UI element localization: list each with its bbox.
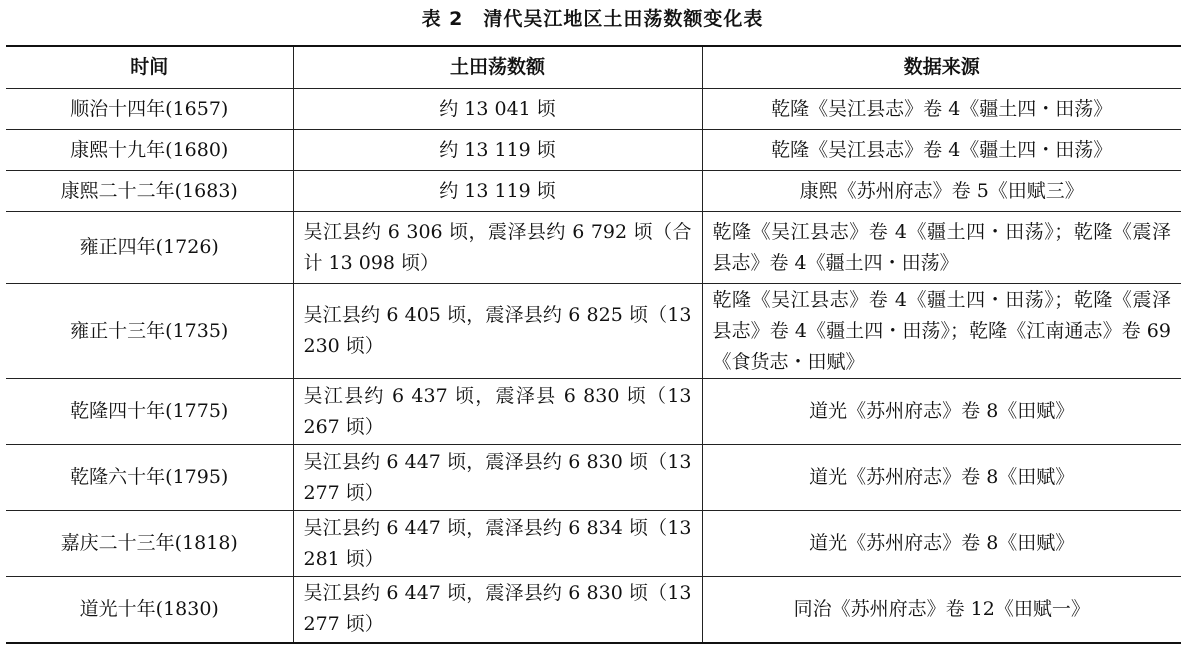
column-header-amount: 土田荡数额 <box>293 46 702 89</box>
time-cell: 嘉庆二十三年(1818) <box>6 511 293 577</box>
data-table <box>6 45 1181 644</box>
table-row <box>6 212 1181 284</box>
source-cell: 乾隆《吴江县志》卷 4《疆土四・田荡》 <box>702 130 1181 171</box>
time-cell: 乾隆四十年(1775) <box>6 379 293 445</box>
time-cell: 道光十年(1830) <box>6 577 293 643</box>
amount-cell: 吴江县约 6 306 顷，震泽县约 6 792 顷（合计 13 098 顷） <box>293 212 702 284</box>
table-row <box>6 511 1181 577</box>
table-row <box>6 577 1181 643</box>
table-row <box>6 130 1181 171</box>
column-header-source: 数据来源 <box>702 46 1181 89</box>
header-row <box>6 46 1181 89</box>
source-cell: 道光《苏州府志》卷 8《田赋》 <box>702 445 1181 511</box>
amount-cell: 约 13 119 顷 <box>293 130 702 171</box>
amount-cell: 吴江县约 6 447 顷，震泽县约 6 834 顷（13 281 顷） <box>293 511 702 577</box>
source-cell: 乾隆《吴江县志》卷 4《疆土四・田荡》；乾隆《震泽县志》卷 4《疆土四・田荡》 <box>702 212 1181 284</box>
source-cell: 乾隆《吴江县志》卷 4《疆土四・田荡》；乾隆《震泽县志》卷 4《疆土四・田荡》；乾隆《江南通志》卷 69《食货志・田赋》 <box>702 284 1181 379</box>
amount-cell: 约 13 041 顷 <box>293 89 702 130</box>
time-cell: 康熙二十二年(1683) <box>6 171 293 212</box>
source-cell: 乾隆《吴江县志》卷 4《疆土四・田荡》 <box>702 89 1181 130</box>
source-cell: 道光《苏州府志》卷 8《田赋》 <box>702 511 1181 577</box>
source-cell: 康熙《苏州府志》卷 5《田赋三》 <box>702 171 1181 212</box>
amount-cell: 约 13 119 顷 <box>293 171 702 212</box>
amount-cell: 吴江县约 6 447 顷，震泽县约 6 830 顷（13 277 顷） <box>293 445 702 511</box>
table-number: 表 2 <box>421 8 464 30</box>
table-caption <box>0 4 1185 34</box>
table-title: 清代吴江地区土田荡数额变化表 <box>483 8 764 30</box>
source-cell: 同治《苏州府志》卷 12《田赋一》 <box>702 577 1181 643</box>
column-header-time: 时间 <box>6 46 293 89</box>
table-row <box>6 171 1181 212</box>
amount-cell: 吴江县约 6 447 顷，震泽县约 6 830 顷（13 277 顷） <box>293 577 702 643</box>
table-row <box>6 284 1181 379</box>
table-row <box>6 445 1181 511</box>
time-cell: 乾隆六十年(1795) <box>6 445 293 511</box>
table-row <box>6 89 1181 130</box>
time-cell: 顺治十四年(1657) <box>6 89 293 130</box>
amount-cell: 吴江县约 6 405 顷，震泽县约 6 825 顷（13 230 顷） <box>293 284 702 379</box>
time-cell: 康熙十九年(1680) <box>6 130 293 171</box>
amount-cell: 吴江县约 6 437 顷，震泽县 6 830 顷（13 267 顷） <box>293 379 702 445</box>
table-row <box>6 379 1181 445</box>
time-cell: 雍正四年(1726) <box>6 212 293 284</box>
time-cell: 雍正十三年(1735) <box>6 284 293 379</box>
source-cell: 道光《苏州府志》卷 8《田赋》 <box>702 379 1181 445</box>
